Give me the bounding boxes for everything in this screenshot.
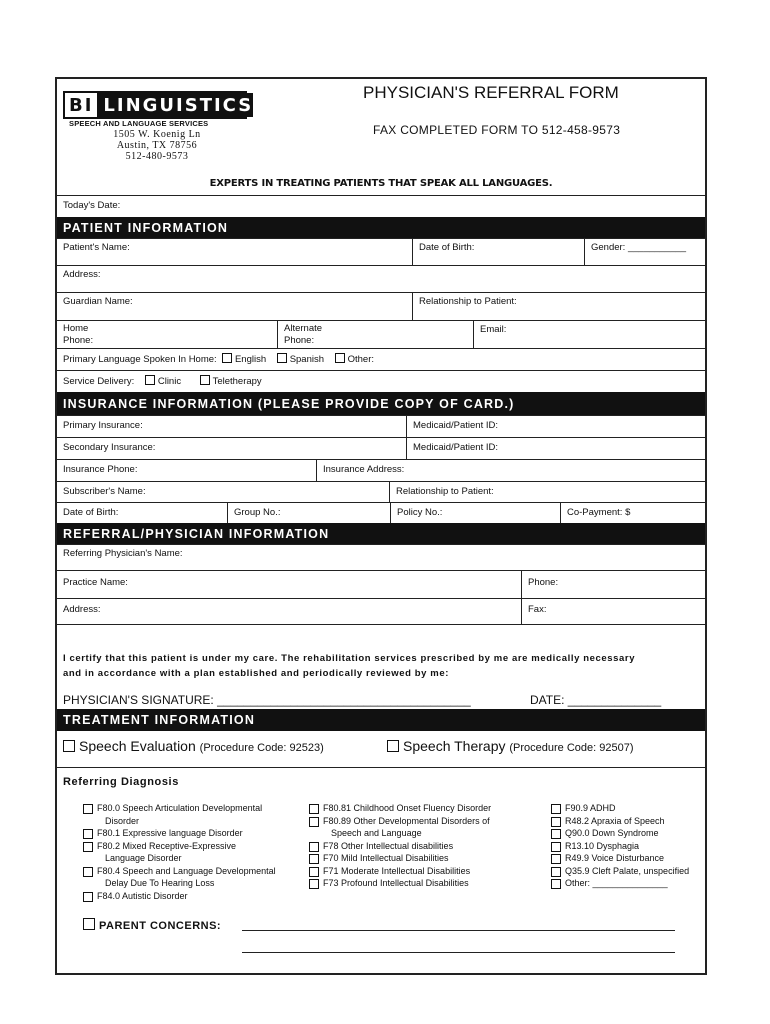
parent-concerns-line-2[interactable] — [242, 952, 675, 953]
address-line-2: Austin, TX 78756 — [116, 140, 198, 151]
service-delivery-label: Service Delivery: — [63, 376, 135, 387]
diagnosis-text — [97, 802, 303, 827]
primary-language-field — [57, 349, 705, 370]
diagnosis-text — [97, 865, 303, 890]
copay-field[interactable]: Co-Payment: $ — [560, 503, 705, 523]
insurance-phone-field[interactable]: Insurance Phone: — [63, 464, 138, 475]
diagnosis-checkbox[interactable] — [551, 842, 561, 852]
diagnosis-text — [97, 890, 303, 903]
diagnosis-label: F80.89 Other Developmental Disorders of — [323, 815, 490, 826]
diagnosis-checkbox[interactable] — [309, 879, 319, 889]
parent-concerns-line-1[interactable] — [242, 930, 675, 931]
diagnosis-label: Q35.9 Cleft Palate, unspecified — [565, 865, 690, 876]
policy-number-field[interactable]: Policy No.: — [390, 503, 560, 523]
diagnosis-option — [309, 802, 545, 815]
company-address — [57, 129, 257, 162]
diagnosis-label: F80.0 Speech Articulation Developmental — [97, 803, 263, 813]
diagnosis-label: F71 Moderate Intellectual Disabilities — [323, 865, 471, 876]
patient-name-row — [57, 238, 705, 265]
group-number-field[interactable]: Group No.: — [227, 503, 390, 523]
diagnosis-option — [83, 865, 303, 890]
diagnosis-option — [551, 877, 707, 890]
subscriber-name-field[interactable]: Subscriber's Name: — [63, 486, 146, 497]
alternate-phone-field[interactable] — [277, 321, 473, 348]
diagnosis-checkbox[interactable] — [551, 817, 561, 827]
home-phone-label-1: Home — [63, 323, 89, 334]
diagnosis-option — [551, 815, 707, 828]
diagnosis-label: F80.81 Childhood Onset Fluency Disorder — [323, 803, 492, 813]
diagnosis-option — [83, 840, 303, 865]
subscriber-row — [57, 481, 705, 502]
speech-evaluation-code: (Procedure Code: 92523) — [199, 742, 324, 754]
diagnosis-text — [323, 840, 545, 853]
service-delivery-row — [57, 370, 705, 391]
diagnosis-option — [551, 840, 707, 853]
service-delivery-field — [57, 371, 705, 391]
diagnosis-option — [551, 865, 707, 878]
diagnosis-column-2 — [309, 802, 545, 890]
secondary-insurance-field[interactable]: Secondary Insurance: — [63, 442, 156, 453]
bilinguistics-logo — [63, 91, 254, 119]
address-line-1: 1505 W. Koenig Ln — [113, 129, 201, 140]
spanish-checkbox[interactable] — [277, 353, 287, 363]
diagnosis-label: R49.9 Voice Disturbance — [565, 853, 665, 863]
company-subtitle: SPEECH AND LANGUAGE SERVICES — [69, 119, 209, 128]
diagnosis-checkbox[interactable] — [309, 817, 319, 827]
diagnosis-text — [323, 802, 545, 815]
diagnosis-option — [309, 852, 545, 865]
diagnosis-label: F90.9 ADHD — [565, 803, 616, 813]
speech-therapy-checkbox[interactable] — [387, 740, 399, 752]
patient-dob-field[interactable]: Date of Birth: — [412, 239, 584, 265]
todays-date-row — [57, 195, 705, 217]
diagnosis-label: F80.4 Speech and Language Developmental — [97, 865, 276, 876]
diagnosis-option — [83, 802, 303, 827]
parent-concerns-label: PARENT CONCERNS: — [99, 920, 222, 932]
diagnosis-label-continued: Delay Due To Hearing Loss — [105, 878, 215, 888]
other-language-checkbox[interactable] — [335, 353, 345, 363]
alternate-phone-label-2: Phone: — [284, 335, 315, 346]
diagnosis-text — [323, 877, 545, 890]
practice-address-field[interactable]: Address: — [63, 604, 101, 615]
diagnosis-label: R48.2 Apraxia of Speech — [565, 815, 665, 826]
diagnosis-option — [309, 840, 545, 853]
patient-name-field[interactable]: Patient's Name: — [63, 242, 130, 253]
teletherapy-label: Teletherapy — [212, 376, 262, 387]
secondary-insurance-row — [57, 437, 705, 459]
phone-row — [57, 320, 705, 348]
subscriber-dob-field[interactable]: Date of Birth: — [63, 507, 119, 518]
diagnosis-column-3 — [551, 802, 707, 890]
practice-row — [57, 570, 705, 598]
speech-therapy-code: (Procedure Code: 92507) — [509, 742, 634, 754]
diagnosis-text — [323, 815, 545, 840]
primary-language-label: Primary Language Spoken In Home: — [63, 354, 217, 365]
treatment-info-heading: TREATMENT INFORMATION — [57, 709, 705, 731]
diagnosis-text — [565, 877, 707, 890]
diagnosis-option — [551, 802, 707, 815]
diagnosis-checkbox[interactable] — [551, 804, 561, 814]
primary-medicaid-field[interactable]: Medicaid/Patient ID: — [406, 416, 705, 437]
diagnosis-label: F78 Other Intellectual disabilities — [323, 840, 454, 851]
diagnosis-label: F70 Mild Intellectual Disabilities — [323, 853, 449, 863]
diagnosis-checkbox[interactable] — [551, 879, 561, 889]
insurance-info-heading: INSURANCE INFORMATION (PLEASE PROVIDE COPY OF CARD.) — [57, 392, 705, 415]
insurance-phone-row — [57, 459, 705, 481]
speech-evaluation-option — [63, 738, 324, 754]
home-phone-label-2: Phone: — [63, 335, 94, 346]
subscriber-relationship-field[interactable]: Relationship to Patient: — [389, 482, 705, 502]
certification-line-1: I certify that this patient is under my care. The rehabilitation services prescribed by me are medically necessary — [63, 653, 636, 664]
diagnosis-column-1 — [83, 802, 303, 902]
diagnosis-label: Other: _______________ — [565, 878, 668, 888]
email-field[interactable]: Email: — [473, 321, 705, 348]
diagnosis-label: Q90.0 Down Syndrome — [565, 828, 659, 838]
signature-date-field[interactable]: DATE: ______________ — [530, 693, 662, 707]
patient-info-heading: PATIENT INFORMATION — [57, 217, 705, 238]
policy-row — [57, 502, 705, 523]
diagnosis-text — [565, 865, 707, 878]
diagnosis-label: F80.2 Mixed Receptive-Expressive — [97, 840, 237, 851]
diagnosis-text — [565, 827, 707, 840]
form-title: PHYSICIAN'S REFERRAL FORM — [363, 83, 619, 102]
primary-insurance-row — [57, 415, 705, 437]
diagnosis-checkbox[interactable] — [83, 842, 93, 852]
diagnosis-text — [323, 852, 545, 865]
language-row — [57, 348, 705, 370]
diagnosis-option — [83, 827, 303, 840]
diagnosis-checkbox[interactable] — [551, 854, 561, 864]
clinic-label: Clinic — [157, 376, 182, 387]
speech-evaluation-checkbox[interactable] — [63, 740, 75, 752]
diagnosis-option — [551, 827, 707, 840]
parent-concerns-checkbox[interactable] — [83, 918, 95, 930]
practice-phone-field[interactable]: Phone: — [521, 571, 705, 598]
diagnosis-label-continued: Speech and Language — [331, 828, 422, 838]
parent-concerns-option — [83, 918, 221, 932]
referring-physician-field[interactable]: Referring Physician's Name: — [63, 548, 183, 559]
teletherapy-checkbox[interactable] — [200, 375, 210, 385]
tagline: EXPERTS IN TREATING PATIENTS THAT SPEAK ALL LANGUAGES. — [209, 178, 553, 189]
certification-line-2: and in accordance with a plan established and periodically reviewed by me: — [63, 668, 449, 679]
diagnosis-checkbox[interactable] — [309, 842, 319, 852]
spanish-label: Spanish — [289, 354, 325, 365]
diagnosis-text — [565, 802, 707, 815]
primary-insurance-field[interactable]: Primary Insurance: — [63, 420, 143, 431]
diagnosis-checkbox[interactable] — [309, 867, 319, 877]
diagnosis-option — [309, 815, 545, 840]
referral-divider — [57, 624, 705, 625]
guardian-row — [57, 292, 705, 320]
other-language-label: Other: — [347, 354, 374, 365]
patient-address-field[interactable]: Address: — [63, 269, 101, 280]
diagnosis-text — [323, 865, 545, 878]
english-checkbox[interactable] — [222, 353, 232, 363]
diagnosis-checkbox[interactable] — [309, 854, 319, 864]
speech-evaluation-label: Speech Evaluation — [79, 738, 196, 754]
practice-fax-field[interactable]: Fax: — [521, 599, 705, 624]
diagnosis-checkbox[interactable] — [83, 804, 93, 814]
logo-bi: BI — [65, 93, 99, 117]
diagnosis-option — [551, 852, 707, 865]
diagnosis-label-continued: Language Disorder — [105, 853, 182, 863]
alternate-phone-label-1: Alternate — [284, 323, 323, 334]
practice-name-field[interactable]: Practice Name: — [63, 577, 128, 588]
guardian-relationship-field[interactable]: Relationship to Patient: — [412, 293, 705, 320]
diagnosis-checkbox[interactable] — [83, 892, 93, 902]
diagnosis-text — [565, 840, 707, 853]
diagnosis-label: R13.10 Dysphagia — [565, 840, 640, 851]
secondary-medicaid-field[interactable]: Medicaid/Patient ID: — [406, 438, 705, 459]
english-label: English — [234, 354, 267, 365]
speech-therapy-label: Speech Therapy — [403, 738, 506, 754]
diagnosis-text — [97, 840, 303, 865]
address-line-3: 512-480-9573 — [125, 151, 189, 162]
referral-info-heading: REFERRAL/PHYSICIAN INFORMATION — [57, 523, 705, 544]
logo-linguistics: LINGUISTICS — [99, 93, 253, 117]
practice-address-row — [57, 598, 705, 624]
diagnosis-label: F80.1 Expressive language Disorder — [97, 828, 243, 838]
diagnosis-option — [309, 865, 545, 878]
referring-diagnosis-heading: Referring Diagnosis — [63, 776, 179, 788]
physician-signature-field[interactable]: PHYSICIAN'S SIGNATURE: ______________________________________ — [63, 693, 471, 707]
diagnosis-label: F73 Profound Intellectual Disabilities — [323, 878, 469, 888]
fax-instructions: FAX COMPLETED FORM TO 512-458-9573 — [373, 123, 621, 137]
certification-statement — [63, 651, 701, 681]
diagnosis-option — [83, 890, 303, 903]
clinic-checkbox[interactable] — [145, 375, 155, 385]
referring-physician-row — [57, 544, 705, 570]
patient-gender-field[interactable]: Gender: ___________ — [584, 239, 705, 265]
referral-form — [55, 77, 707, 975]
diagnosis-checkbox[interactable] — [309, 804, 319, 814]
diagnosis-checkbox[interactable] — [83, 867, 93, 877]
guardian-name-field[interactable]: Guardian Name: — [63, 296, 133, 307]
diagnosis-option — [309, 877, 545, 890]
diagnosis-text — [97, 827, 303, 840]
diagnosis-text — [565, 815, 707, 828]
diagnosis-checkbox[interactable] — [83, 829, 93, 839]
diagnosis-checkbox[interactable] — [551, 867, 561, 877]
todays-date-field[interactable]: Today's Date: — [63, 200, 121, 211]
insurance-address-field[interactable]: Insurance Address: — [316, 460, 705, 481]
diagnosis-text — [565, 852, 707, 865]
speech-therapy-option — [387, 738, 634, 754]
patient-address-row — [57, 265, 705, 292]
diagnosis-checkbox[interactable] — [551, 829, 561, 839]
home-phone-field[interactable] — [57, 321, 277, 348]
diagnosis-label: F84.0 Autistic Disorder — [97, 890, 188, 901]
treatment-divider — [57, 767, 705, 768]
diagnosis-label-continued: Disorder — [105, 815, 140, 826]
